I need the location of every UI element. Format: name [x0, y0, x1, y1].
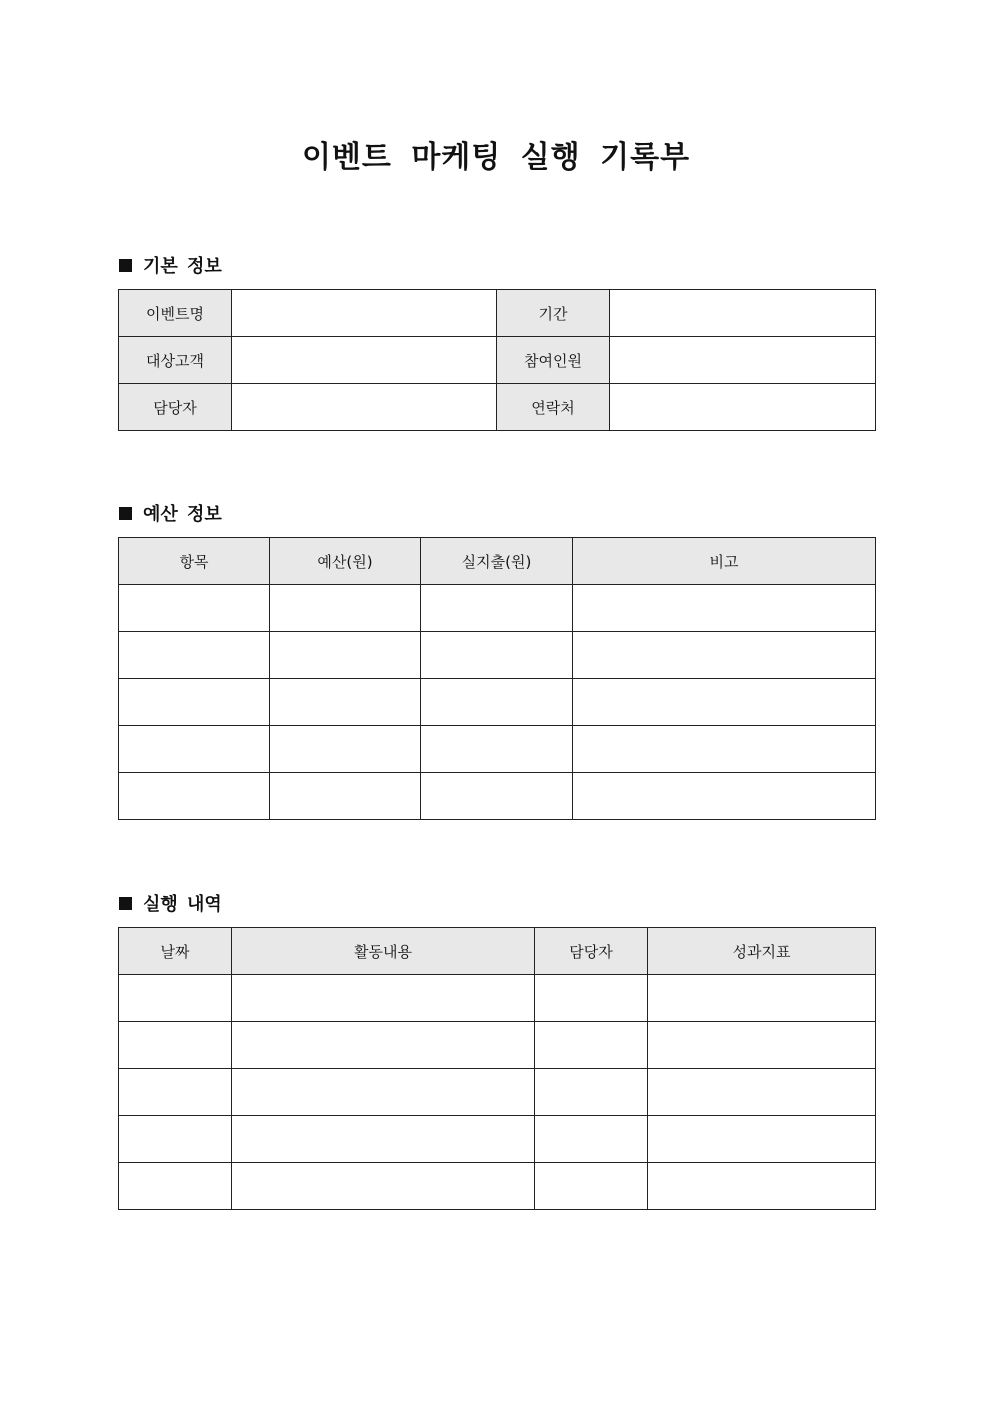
- table-cell[interactable]: [232, 1069, 535, 1116]
- table-cell[interactable]: [119, 773, 270, 820]
- table-cell[interactable]: [535, 1163, 648, 1210]
- table-row: [119, 337, 876, 384]
- participants-field[interactable]: [610, 337, 876, 384]
- square-bullet-icon: [119, 897, 132, 910]
- section-heading-budget: [119, 500, 222, 526]
- table-cell[interactable]: [119, 632, 270, 679]
- table-row: [119, 1163, 876, 1210]
- table-cell[interactable]: [573, 632, 876, 679]
- table-cell[interactable]: [119, 1116, 232, 1163]
- table-header-row: [119, 928, 876, 975]
- table-row: [119, 773, 876, 820]
- square-bullet-icon: [119, 507, 132, 520]
- table-cell[interactable]: [421, 773, 573, 820]
- table-cell[interactable]: [119, 1022, 232, 1069]
- table-cell[interactable]: [535, 1022, 648, 1069]
- table-cell[interactable]: [119, 1163, 232, 1210]
- table-cell[interactable]: [421, 632, 573, 679]
- field-label: 연락처: [497, 384, 610, 431]
- table-cell[interactable]: [119, 585, 270, 632]
- period-field[interactable]: [610, 290, 876, 337]
- column-header: 날짜: [119, 928, 232, 975]
- table-cell[interactable]: [535, 1069, 648, 1116]
- table-cell[interactable]: [648, 1116, 876, 1163]
- table-row: [119, 1116, 876, 1163]
- column-header: 비고: [573, 538, 876, 585]
- table-cell[interactable]: [573, 585, 876, 632]
- table-row: [119, 1022, 876, 1069]
- table-cell[interactable]: [232, 975, 535, 1022]
- table-cell[interactable]: [232, 1022, 535, 1069]
- table-row: [119, 290, 876, 337]
- table-cell[interactable]: [573, 773, 876, 820]
- table-cell[interactable]: [270, 679, 421, 726]
- section-heading-text: 실행 내역: [143, 894, 222, 915]
- table-row: [119, 1069, 876, 1116]
- column-header: 실지출(원): [421, 538, 573, 585]
- table-header-row: [119, 538, 876, 585]
- table-cell[interactable]: [421, 726, 573, 773]
- table-cell[interactable]: [648, 1022, 876, 1069]
- section-heading-execution: [119, 890, 222, 916]
- table-cell[interactable]: [119, 1069, 232, 1116]
- table-cell[interactable]: [535, 975, 648, 1022]
- section-heading-text: 예산 정보: [143, 504, 222, 525]
- field-label: 참여인원: [497, 337, 610, 384]
- table-cell[interactable]: [270, 773, 421, 820]
- column-header: 항목: [119, 538, 270, 585]
- manager-field[interactable]: [232, 384, 497, 431]
- basic-info-table: [118, 289, 876, 431]
- table-row: [119, 975, 876, 1022]
- table-cell[interactable]: [119, 679, 270, 726]
- field-label: 이벤트명: [119, 290, 232, 337]
- table-cell[interactable]: [270, 632, 421, 679]
- table-cell[interactable]: [421, 585, 573, 632]
- table-row: [119, 585, 876, 632]
- table-cell[interactable]: [573, 679, 876, 726]
- section-heading-basic-info: [119, 252, 222, 278]
- budget-table: [118, 537, 876, 820]
- section-heading-text: 기본 정보: [143, 256, 222, 277]
- event-name-field[interactable]: [232, 290, 497, 337]
- table-cell[interactable]: [648, 1069, 876, 1116]
- square-bullet-icon: [119, 259, 132, 272]
- table-cell[interactable]: [648, 1163, 876, 1210]
- table-cell[interactable]: [119, 975, 232, 1022]
- field-label: 대상고객: [119, 337, 232, 384]
- table-cell[interactable]: [421, 679, 573, 726]
- table-cell[interactable]: [648, 975, 876, 1022]
- table-cell[interactable]: [270, 726, 421, 773]
- contact-field[interactable]: [610, 384, 876, 431]
- table-cell[interactable]: [232, 1163, 535, 1210]
- column-header: 예산(원): [270, 538, 421, 585]
- field-label: 담당자: [119, 384, 232, 431]
- document-title: 이벤트 마케팅 실행 기록부: [301, 140, 691, 175]
- column-header: 담당자: [535, 928, 648, 975]
- table-cell[interactable]: [270, 585, 421, 632]
- table-row: [119, 679, 876, 726]
- table-cell[interactable]: [232, 1116, 535, 1163]
- table-row: [119, 726, 876, 773]
- table-row: [119, 632, 876, 679]
- column-header: 성과지표: [648, 928, 876, 975]
- table-row: [119, 384, 876, 431]
- table-cell[interactable]: [573, 726, 876, 773]
- field-label: 기간: [497, 290, 610, 337]
- column-header: 활동내용: [232, 928, 535, 975]
- target-customer-field[interactable]: [232, 337, 497, 384]
- execution-table: [118, 927, 876, 1210]
- table-cell[interactable]: [119, 726, 270, 773]
- table-cell[interactable]: [535, 1116, 648, 1163]
